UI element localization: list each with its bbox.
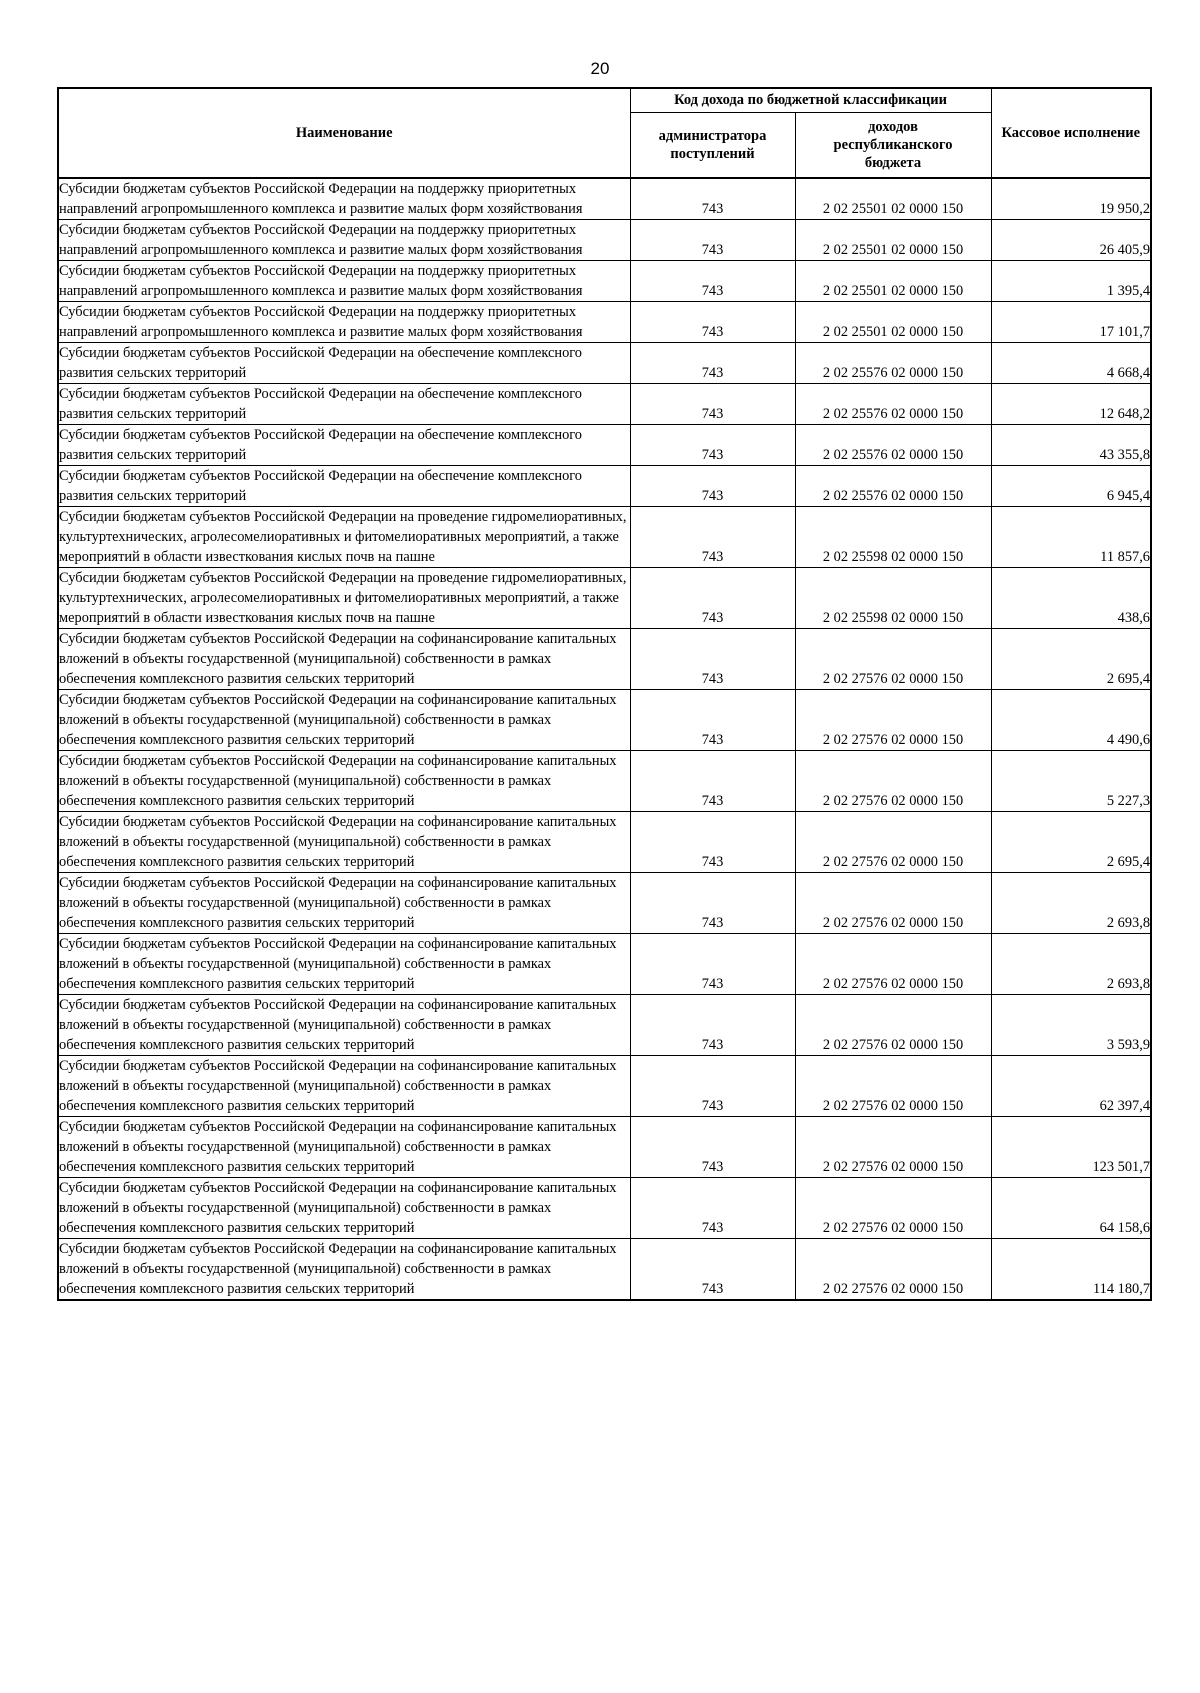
header-revenue: доходов республиканского бюджета xyxy=(795,112,991,178)
table-row xyxy=(58,629,1151,690)
row-name: Субсидии бюджетам субъектов Российской Федерации на обеспечение комплексного развития сельских территорий xyxy=(58,466,630,507)
row-amount: 2 695,4 xyxy=(991,812,1151,873)
row-admin-code: 743 xyxy=(630,261,795,302)
row-amount: 26 405,9 xyxy=(991,220,1151,261)
header-execution: Кассовое исполнение xyxy=(991,88,1151,178)
table-row xyxy=(58,751,1151,812)
row-revenue-code: 2 02 27576 02 0000 150 xyxy=(795,812,991,873)
row-revenue-code: 2 02 25598 02 0000 150 xyxy=(795,568,991,629)
row-name: Субсидии бюджетам субъектов Российской Федерации на поддержку приоритетных направлений агропромышленного комплекса и развитие малых форм хозяйствования xyxy=(58,302,630,343)
row-name: Субсидии бюджетам субъектов Российской Федерации на софинансирование капитальных вложений в объекты государственной (муниципальной) собственности в рамках обеспечения комплексного развития сельских территорий xyxy=(58,751,630,812)
row-admin-code: 743 xyxy=(630,220,795,261)
row-revenue-code: 2 02 27576 02 0000 150 xyxy=(795,690,991,751)
row-admin-code: 743 xyxy=(630,629,795,690)
row-name: Субсидии бюджетам субъектов Российской Федерации на обеспечение комплексного развития сельских территорий xyxy=(58,343,630,384)
row-amount: 6 945,4 xyxy=(991,466,1151,507)
table-row xyxy=(58,343,1151,384)
row-amount: 5 227,3 xyxy=(991,751,1151,812)
row-amount: 114 180,7 xyxy=(991,1239,1151,1301)
table-row xyxy=(58,1178,1151,1239)
row-revenue-code: 2 02 27576 02 0000 150 xyxy=(795,1056,991,1117)
row-name: Субсидии бюджетам субъектов Российской Федерации на софинансирование капитальных вложений в объекты государственной (муниципальной) собственности в рамках обеспечения комплексного развития сельских территорий xyxy=(58,629,630,690)
row-amount: 19 950,2 xyxy=(991,178,1151,220)
row-name: Субсидии бюджетам субъектов Российской Федерации на софинансирование капитальных вложений в объекты государственной (муниципальной) собственности в рамках обеспечения комплексного развития сельских территорий xyxy=(58,1056,630,1117)
table-row xyxy=(58,873,1151,934)
row-revenue-code: 2 02 27576 02 0000 150 xyxy=(795,1178,991,1239)
row-admin-code: 743 xyxy=(630,690,795,751)
row-admin-code: 743 xyxy=(630,178,795,220)
row-amount: 2 695,4 xyxy=(991,629,1151,690)
row-amount: 17 101,7 xyxy=(991,302,1151,343)
row-admin-code: 743 xyxy=(630,466,795,507)
row-admin-code: 743 xyxy=(630,425,795,466)
row-admin-code: 743 xyxy=(630,751,795,812)
row-revenue-code: 2 02 27576 02 0000 150 xyxy=(795,1239,991,1301)
table-row xyxy=(58,384,1151,425)
table-row xyxy=(58,261,1151,302)
row-admin-code: 743 xyxy=(630,568,795,629)
row-name: Субсидии бюджетам субъектов Российской Федерации на софинансирование капитальных вложений в объекты государственной (муниципальной) собственности в рамках обеспечения комплексного развития сельских территорий xyxy=(58,1178,630,1239)
row-amount: 4 490,6 xyxy=(991,690,1151,751)
row-amount: 123 501,7 xyxy=(991,1117,1151,1178)
row-revenue-code: 2 02 27576 02 0000 150 xyxy=(795,995,991,1056)
row-name: Субсидии бюджетам субъектов Российской Федерации на софинансирование капитальных вложений в объекты государственной (муниципальной) собственности в рамках обеспечения комплексного развития сельских территорий xyxy=(58,1117,630,1178)
table-row xyxy=(58,1117,1151,1178)
row-name: Субсидии бюджетам субъектов Российской Федерации на проведение гидромелиоративных, культуртехнических, агролесомелиоративных и фитомелиоративных мероприятий, а также мероприятий в области известкования кислых почв на пашне xyxy=(58,507,630,568)
row-admin-code: 743 xyxy=(630,384,795,425)
table-row xyxy=(58,568,1151,629)
table-row xyxy=(58,425,1151,466)
row-amount: 3 593,9 xyxy=(991,995,1151,1056)
page-number: 20 xyxy=(590,59,610,78)
row-revenue-code: 2 02 27576 02 0000 150 xyxy=(795,934,991,995)
row-admin-code: 743 xyxy=(630,812,795,873)
row-admin-code: 743 xyxy=(630,302,795,343)
row-admin-code: 743 xyxy=(630,1178,795,1239)
row-revenue-code: 2 02 27576 02 0000 150 xyxy=(795,873,991,934)
row-revenue-code: 2 02 25598 02 0000 150 xyxy=(795,507,991,568)
row-amount: 2 693,8 xyxy=(991,934,1151,995)
row-revenue-code: 2 02 25576 02 0000 150 xyxy=(795,466,991,507)
table-row xyxy=(58,812,1151,873)
row-revenue-code: 2 02 25501 02 0000 150 xyxy=(795,261,991,302)
table-row xyxy=(58,302,1151,343)
header-code-group: Код дохода по бюджетной классификации xyxy=(630,88,991,112)
row-revenue-code: 2 02 25576 02 0000 150 xyxy=(795,384,991,425)
table-row xyxy=(58,934,1151,995)
table-row xyxy=(58,507,1151,568)
row-revenue-code: 2 02 27576 02 0000 150 xyxy=(795,751,991,812)
row-amount: 64 158,6 xyxy=(991,1178,1151,1239)
row-admin-code: 743 xyxy=(630,1117,795,1178)
row-amount: 4 668,4 xyxy=(991,343,1151,384)
row-amount: 1 395,4 xyxy=(991,261,1151,302)
row-name: Субсидии бюджетам субъектов Российской Федерации на поддержку приоритетных направлений агропромышленного комплекса и развитие малых форм хозяйствования xyxy=(58,261,630,302)
row-name: Субсидии бюджетам субъектов Российской Федерации на софинансирование капитальных вложений в объекты государственной (муниципальной) собственности в рамках обеспечения комплексного развития сельских территорий xyxy=(58,1239,630,1301)
row-revenue-code: 2 02 25576 02 0000 150 xyxy=(795,343,991,384)
row-name: Субсидии бюджетам субъектов Российской Федерации на обеспечение комплексного развития сельских территорий xyxy=(58,384,630,425)
table-row xyxy=(58,220,1151,261)
row-admin-code: 743 xyxy=(630,507,795,568)
table-row xyxy=(58,690,1151,751)
row-name: Субсидии бюджетам субъектов Российской Федерации на софинансирование капитальных вложений в объекты государственной (муниципальной) собственности в рамках обеспечения комплексного развития сельских территорий xyxy=(58,812,630,873)
row-amount: 12 648,2 xyxy=(991,384,1151,425)
header-admin: администратора поступлений xyxy=(630,112,795,178)
row-name: Субсидии бюджетам субъектов Российской Федерации на поддержку приоритетных направлений агропромышленного комплекса и развитие малых форм хозяйствования xyxy=(58,220,630,261)
row-revenue-code: 2 02 25501 02 0000 150 xyxy=(795,178,991,220)
table-row xyxy=(58,1056,1151,1117)
row-name: Субсидии бюджетам субъектов Российской Федерации на обеспечение комплексного развития сельских территорий xyxy=(58,425,630,466)
header-name: Наименование xyxy=(58,88,630,178)
table-row xyxy=(58,466,1151,507)
row-amount: 438,6 xyxy=(991,568,1151,629)
row-amount: 43 355,8 xyxy=(991,425,1151,466)
row-admin-code: 743 xyxy=(630,1056,795,1117)
row-revenue-code: 2 02 27576 02 0000 150 xyxy=(795,629,991,690)
table-row xyxy=(58,178,1151,220)
row-name: Субсидии бюджетам субъектов Российской Федерации на проведение гидромелиоративных, культуртехнических, агролесомелиоративных и фитомелиоративных мероприятий, а также мероприятий в области известкования кислых почв на пашне xyxy=(58,568,630,629)
row-name: Субсидии бюджетам субъектов Российской Федерации на софинансирование капитальных вложений в объекты государственной (муниципальной) собственности в рамках обеспечения комплексного развития сельских территорий xyxy=(58,873,630,934)
table-header xyxy=(58,88,1151,178)
row-revenue-code: 2 02 25576 02 0000 150 xyxy=(795,425,991,466)
row-amount: 2 693,8 xyxy=(991,873,1151,934)
row-name: Субсидии бюджетам субъектов Российской Федерации на софинансирование капитальных вложений в объекты государственной (муниципальной) собственности в рамках обеспечения комплексного развития сельских территорий xyxy=(58,690,630,751)
row-admin-code: 743 xyxy=(630,995,795,1056)
row-admin-code: 743 xyxy=(630,934,795,995)
row-amount: 62 397,4 xyxy=(991,1056,1151,1117)
row-admin-code: 743 xyxy=(630,873,795,934)
budget-revenue-table xyxy=(57,87,1152,1301)
row-name: Субсидии бюджетам субъектов Российской Федерации на поддержку приоритетных направлений агропромышленного комплекса и развитие малых форм хозяйствования xyxy=(58,178,630,220)
row-revenue-code: 2 02 25501 02 0000 150 xyxy=(795,302,991,343)
table-body xyxy=(58,178,1151,1300)
row-name: Субсидии бюджетам субъектов Российской Федерации на софинансирование капитальных вложений в объекты государственной (муниципальной) собственности в рамках обеспечения комплексного развития сельских территорий xyxy=(58,934,630,995)
row-amount: 11 857,6 xyxy=(991,507,1151,568)
row-name: Субсидии бюджетам субъектов Российской Федерации на софинансирование капитальных вложений в объекты государственной (муниципальной) собственности в рамках обеспечения комплексного развития сельских территорий xyxy=(58,995,630,1056)
row-admin-code: 743 xyxy=(630,343,795,384)
table-row xyxy=(58,1239,1151,1301)
row-revenue-code: 2 02 25501 02 0000 150 xyxy=(795,220,991,261)
row-revenue-code: 2 02 27576 02 0000 150 xyxy=(795,1117,991,1178)
row-admin-code: 743 xyxy=(630,1239,795,1301)
table-row xyxy=(58,995,1151,1056)
